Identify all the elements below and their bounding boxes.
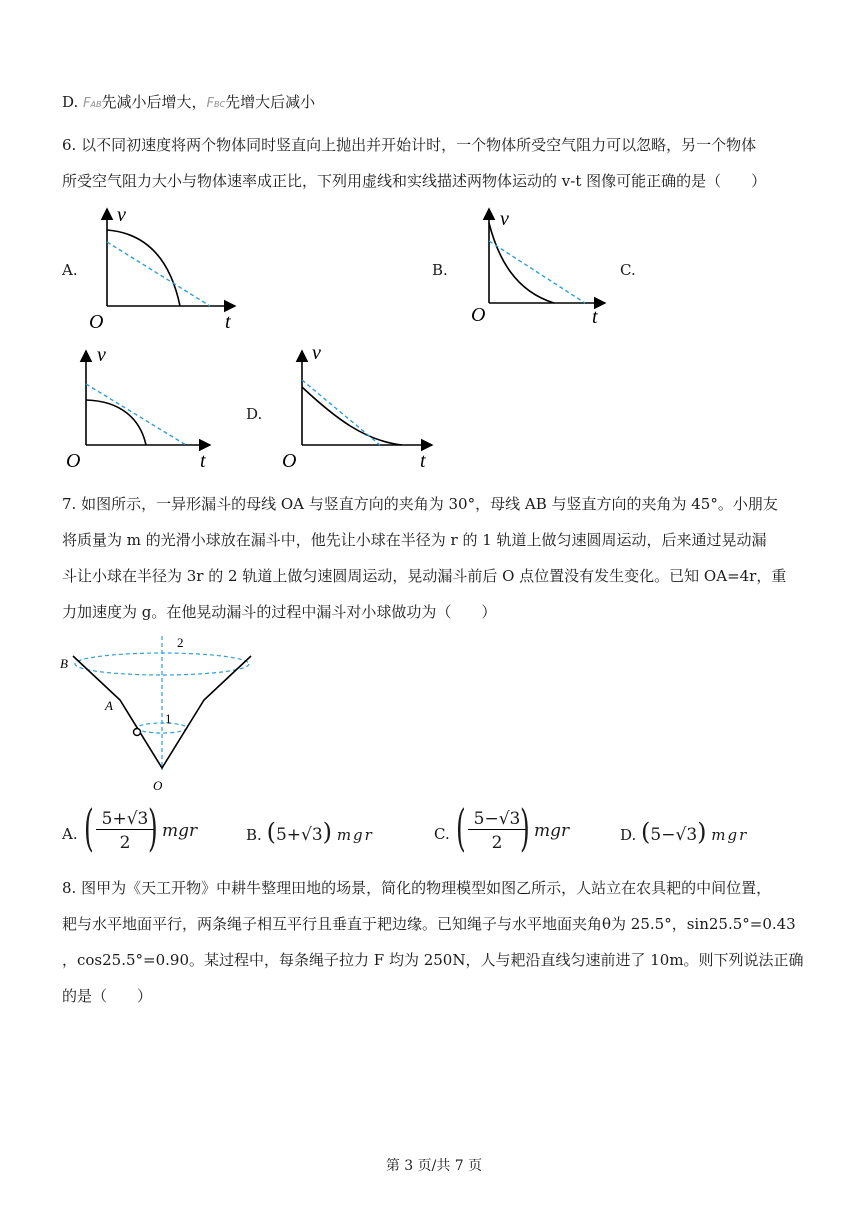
track2-label: 2	[177, 635, 184, 650]
point-b-label: B	[60, 656, 68, 671]
q8-stem-line4: 的是（ ）	[62, 987, 153, 1005]
q8-stem-line1: 8. 图甲为《天工开物》中耕牛整理田地的场景，简化的物理模型如图乙所示，人站立在农具耙的中间位置，	[62, 879, 772, 897]
option-tail: mgr	[162, 821, 198, 841]
q8-stem-line3: ，cos25.5°=0.90。某过程中，每条绳子拉力 F 均为 250N，人与耙沿直线匀速前进了 10m。则下列说法正确	[62, 951, 804, 969]
left-paren: (	[456, 799, 466, 857]
point-o-label: O	[153, 778, 163, 793]
right-paren: )	[520, 799, 530, 857]
origin-label: O	[471, 304, 486, 326]
point-a-label: A	[105, 698, 113, 713]
v-axis-label: v	[312, 343, 321, 364]
t-axis-label: t	[225, 311, 231, 333]
option-label: B.	[246, 826, 262, 844]
q6-graph-a	[85, 203, 250, 333]
t-axis-label: t	[592, 306, 598, 328]
fraction-numerator: 5+√3	[96, 809, 154, 830]
q6-option-c-label: C.	[620, 261, 636, 279]
page-footer: 第 3 页/共 7 页	[385, 1158, 483, 1174]
option-label: A.	[62, 825, 78, 843]
v-axis-label: v	[500, 208, 509, 230]
track1-label: 1	[165, 711, 172, 726]
option-text-1: 先减小后增大，	[101, 93, 207, 111]
q8-stem-line2: 耙与水平地面平行，两条绳子相互平行且垂直于耙边缘。已知绳子与水平地面夹角θ为 25.5°，sin25.5°=0.43	[62, 915, 796, 933]
v-axis-label: v	[117, 204, 126, 226]
option-text-2: 先增大后减小	[225, 93, 316, 111]
origin-label: O	[282, 450, 297, 472]
force-symbol-ab: FAB	[83, 96, 102, 111]
fraction-numerator: 5−√3	[468, 809, 526, 830]
q7-stem-line4: 力加速度为 g。在他晃动漏斗的过程中漏斗对小球做功为（ ）	[62, 603, 497, 621]
q7-option-c	[434, 799, 594, 857]
q7-option-d	[620, 818, 748, 846]
q6-option-a-label: A.	[62, 261, 78, 279]
option-tail: mgr	[534, 821, 570, 841]
q7-option-b	[246, 818, 374, 846]
t-axis-label: t	[420, 450, 426, 472]
q6-option-d-label: D.	[246, 405, 263, 423]
option-label: D.	[62, 93, 79, 111]
q7-option-a	[62, 799, 222, 857]
left-paren: (	[266, 818, 276, 846]
q7-stem-line1: 7. 如图所示，一异形漏斗的母线 OA 与竖直方向的夹角为 30°，母线 AB 与竖直方向的夹角为 45°。小朋友	[62, 495, 778, 513]
q7-funnel-figure	[55, 630, 265, 795]
option-tail: mgr	[711, 826, 749, 844]
origin-label: O	[89, 311, 104, 333]
q6-graph-b	[470, 203, 615, 328]
right-paren: )	[148, 799, 158, 857]
q6-graph-d	[280, 343, 440, 473]
option-expr: 5−√3	[650, 825, 698, 845]
t-axis-label: t	[200, 450, 206, 472]
fraction-denominator: 2	[491, 833, 503, 853]
option-label: D.	[620, 826, 637, 844]
q7-stem-line2: 将质量为 m 的光滑小球放在漏斗中，他先让小球在半径为 r 的 1 轨道上做匀速圆周运动，后来通过晃动漏	[62, 531, 767, 549]
q6-graph-c	[62, 343, 227, 473]
force-symbol-bc: FBC	[206, 96, 226, 111]
left-paren: (	[84, 799, 94, 857]
q5-option-d	[62, 92, 315, 115]
option-tail: mgr	[336, 826, 374, 844]
q7-stem-line3: 斗让小球在半径为 3r 的 2 轨道上做匀速圆周运动，晃动漏斗前后 O 点位置没有发生变化。已知 OA=4r，重	[62, 567, 787, 585]
v-axis-label: v	[97, 344, 106, 366]
option-expr: 5+√3	[275, 825, 323, 845]
origin-label: O	[66, 450, 81, 472]
fraction-denominator: 2	[119, 833, 131, 853]
q6-stem-line2: 所受空气阻力大小与物体速率成正比，下列用虚线和实线描述两物体运动的 v-t 图像可能正确的是（ ）	[62, 172, 767, 190]
option-label: C.	[434, 825, 450, 843]
q6-stem-line1: 6. 以不同初速度将两个物体同时竖直向上抛出并开始计时，一个物体所受空气阻力可以忽略，另一个物体	[62, 136, 757, 154]
q6-option-b-label: B.	[432, 261, 448, 279]
right-paren: )	[697, 818, 707, 846]
left-paren: (	[641, 818, 651, 846]
right-paren: )	[322, 818, 333, 846]
